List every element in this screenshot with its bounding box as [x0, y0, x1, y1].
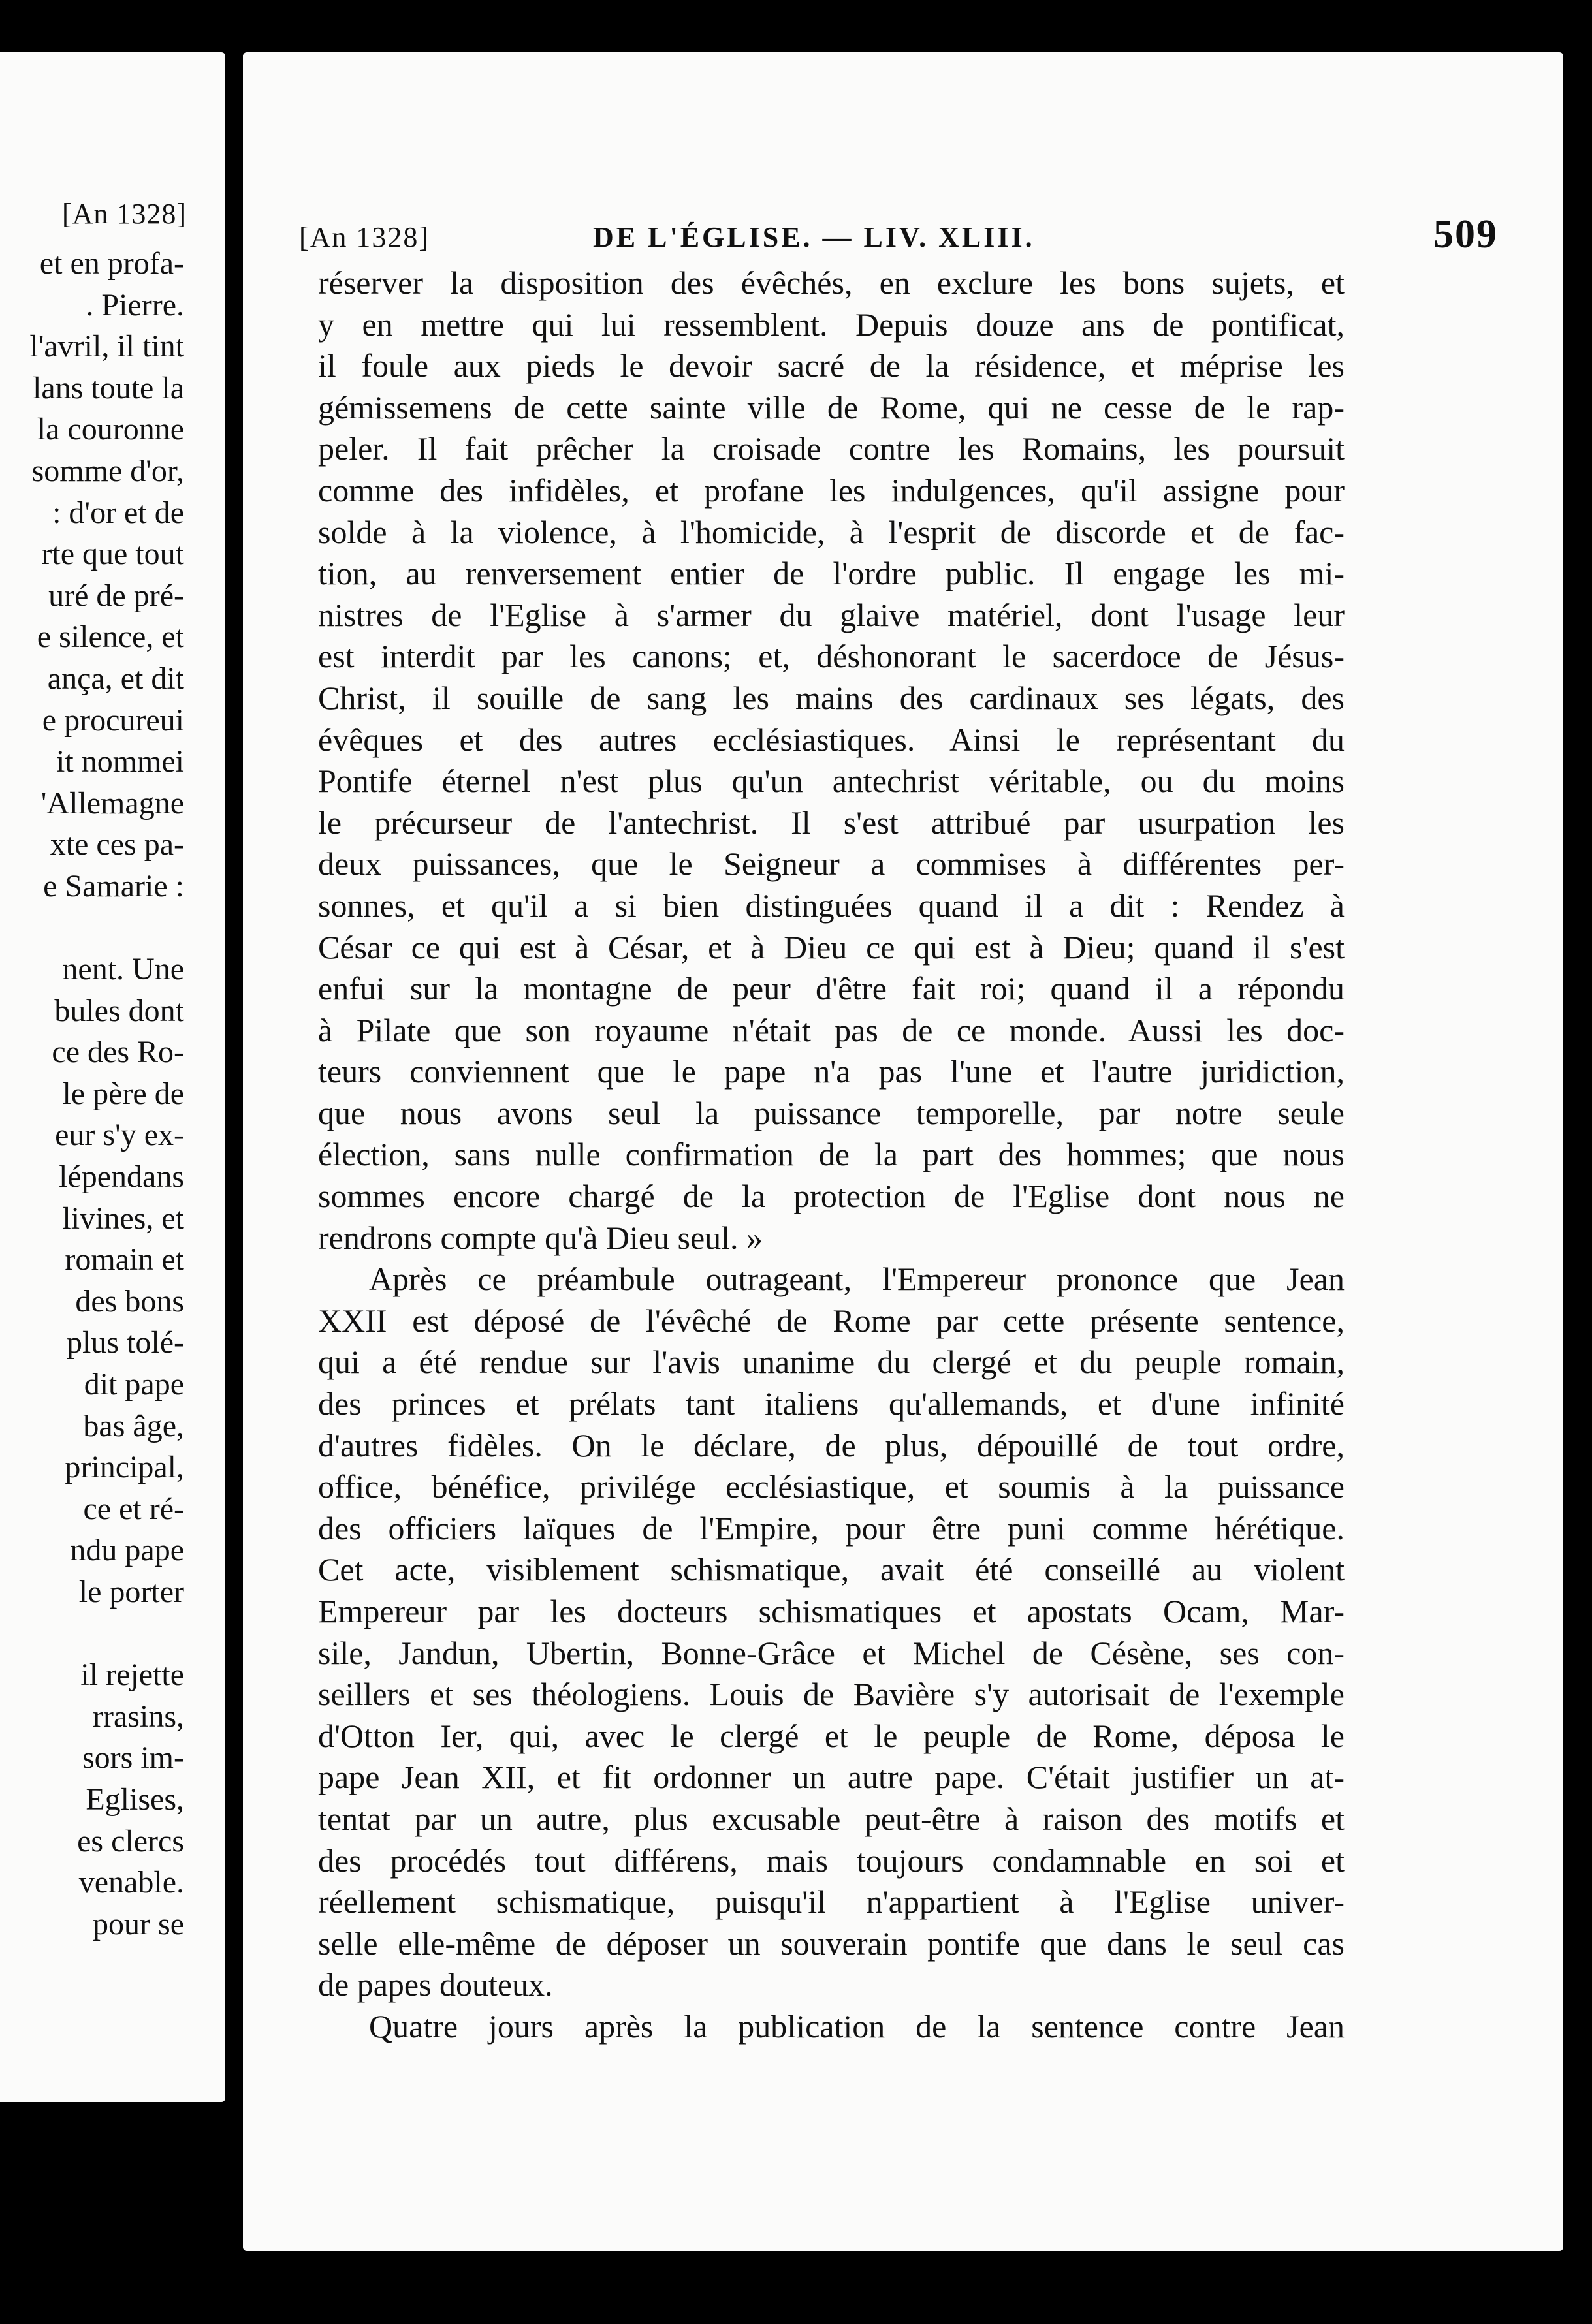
running-header-title: DE L'ÉGLISE. — LIV. XLIII.: [593, 221, 1035, 253]
text-line: enfui sur la montagne de peur d'être fait roi; quand il a répondu: [318, 970, 1345, 1007]
text-line: d'Otton Ier, qui, avec le clergé et le peuple de Rome, déposa le: [318, 1717, 1345, 1754]
text-line: pape Jean XII, et fit ordonner un autre pape. C'était justifier un at-: [318, 1759, 1345, 1796]
text-line: office, bénéfice, privilége ecclésiastique, et soumis à la puissance: [318, 1468, 1345, 1505]
left-text-line: xte ces pa-: [50, 827, 184, 862]
text-line: tion, au renversement entier de l'ordre public. Il engage les mi-: [318, 555, 1345, 592]
left-text-line: dit pape: [84, 1367, 184, 1402]
text-line: seillers et ses théologiens. Louis de Bavière s'y autorisait de l'exemple: [318, 1676, 1345, 1713]
left-text-line: eur s'y ex-: [55, 1118, 184, 1153]
left-text-line: bules dont: [54, 993, 184, 1028]
text-line: le précurseur de l'antechrist. Il s'est attribué par usurpation les: [318, 804, 1345, 841]
text-line: est interdit par les canons; et, déshonorant le sacerdoce de Jésus-: [318, 638, 1345, 675]
text-line: comme des infidèles, et profane les indulgences, qu'il assigne pour: [318, 471, 1345, 509]
left-text-line: uré de pré-: [48, 578, 184, 613]
text-line: solde à la violence, à l'homicide, à l'esprit de discorde et de fac-: [318, 513, 1345, 550]
left-text-line: 'Allemagne: [40, 785, 184, 821]
text-line: peler. Il fait prêcher la croisade contre les Romains, les poursuit: [318, 430, 1345, 467]
left-text-line: et en profa-: [39, 246, 184, 281]
left-text-line: l'avril, il tint: [29, 329, 184, 364]
text-line: il foule aux pieds le devoir sacré de la résidence, et méprise les: [318, 347, 1345, 385]
text-line: deux puissances, que le Seigneur a commises à différentes per-: [318, 845, 1345, 883]
left-text-line: somme d'or,: [31, 453, 184, 488]
text-line: y en mettre qui lui ressemblent. Depuis douze ans de pontificat,: [318, 306, 1345, 343]
text-line: à Pilate que son royaume n'était pas de ce monde. Aussi les doc-: [318, 1011, 1345, 1048]
left-text-line: bas âge,: [83, 1408, 184, 1443]
text-line: qui a été rendue sur l'avis unanime du clergé et du peuple romain,: [318, 1343, 1345, 1381]
left-text-line: pour se: [93, 1906, 184, 1941]
left-text-line: it nommei: [56, 744, 184, 779]
left-text-line: ança, et dit: [47, 661, 184, 696]
text-line: tentat par un autre, plus excusable peut-être à raison des motifs et: [318, 1800, 1345, 1837]
left-text-line: principal,: [65, 1450, 184, 1485]
left-text-line: ndu pape: [70, 1533, 184, 1568]
left-text-line: e Samarie :: [43, 868, 184, 903]
text-line: nistres de l'Eglise à s'armer du glaive matériel, dont l'usage leur: [318, 596, 1345, 633]
left-text-line: le père de: [62, 1076, 184, 1111]
left-text-line: lans toute la: [33, 370, 184, 405]
left-text-line: plus tolé-: [67, 1325, 184, 1360]
text-line: teurs conviennent que le pape n'a pas l'une et l'autre juridiction,: [318, 1053, 1345, 1090]
text-line: selle elle-même de déposer un souverain pontife que dans le seul cas: [318, 1924, 1345, 1962]
text-line: des procédés tout différens, mais toujours condamnable en soi et: [318, 1842, 1345, 1879]
text-line: que nous avons seul la puissance temporelle, par notre seule: [318, 1094, 1345, 1131]
left-text-line: e procureui: [42, 702, 184, 738]
text-line: d'autres fidèles. On le déclare, de plus, dépouillé de tout ordre,: [318, 1426, 1345, 1464]
text-line: Quatre jours après la publication de la sentence contre Jean: [369, 2007, 1345, 2045]
left-text-line: es clercs: [77, 1823, 184, 1859]
text-line: élection, sans nulle confirmation de la part des hommes; que nous: [318, 1136, 1345, 1173]
left-text-line: livines, et: [62, 1201, 184, 1236]
left-text-line: sors im-: [82, 1740, 184, 1776]
running-header: [299, 212, 1498, 262]
text-line: sile, Jandun, Ubertin, Bonne-Grâce et Michel de Césène, ses con-: [318, 1634, 1345, 1671]
left-text-line: nent. Une: [62, 952, 184, 987]
text-line: réellement schismatique, puisqu'il n'appartient à l'Eglise univer-: [318, 1883, 1345, 1921]
page-number: 509: [1433, 212, 1498, 257]
text-line: Empereur par les docteurs schismatiques et apostats Ocam, Mar-: [318, 1593, 1345, 1629]
text-line: de papes douteux.: [318, 1966, 553, 2003]
left-running-header: [An 1328]: [62, 198, 187, 230]
left-text-line: [0, 1613, 225, 1655]
left-text-line: des bons: [75, 1283, 184, 1319]
left-text-line: la couronne: [37, 412, 184, 447]
running-header-year: [An 1328]: [299, 221, 430, 253]
left-text-line: ce des Ro-: [52, 1035, 184, 1070]
left-text-line: rte que tout: [41, 537, 184, 572]
right-page: [243, 52, 1563, 2251]
text-line: Pontife éternel n'est plus qu'un antechrist véritable, ou du moins: [318, 762, 1345, 800]
text-line: des princes et prélats tant italiens qu'allemands, et d'une infinité: [318, 1385, 1345, 1422]
text-line: Après ce préambule outrageant, l'Empereur prononce que Jean: [369, 1261, 1345, 1298]
left-text-line: [0, 907, 225, 949]
body-text: [318, 262, 1345, 2048]
left-page-text: [0, 243, 225, 1945]
text-line: César ce qui est à César, et à Dieu ce qui est à Dieu; quand il s'est: [318, 928, 1345, 966]
text-line: Cet acte, visiblement schismatique, avait été conseillé au violent: [318, 1551, 1345, 1588]
left-text-line: rrasins,: [93, 1699, 184, 1734]
text-line: évêques et des autres ecclésiastiques. Ainsi le représentant du: [318, 721, 1345, 758]
left-text-line: . Pierre.: [86, 287, 184, 322]
left-text-line: lépendans: [59, 1159, 184, 1195]
left-text-line: Eglises,: [86, 1782, 184, 1817]
left-text-line: venable.: [78, 1865, 184, 1900]
text-line: des officiers laïques de l'Empire, pour être puni comme hérétique.: [318, 1509, 1345, 1547]
text-line: Christ, il souille de sang les mains des cardinaux ses légats, des: [318, 679, 1345, 716]
text-line: XXII est déposé de l'évêché de Rome par cette présente sentence,: [318, 1302, 1345, 1339]
left-page-fragment: [0, 52, 225, 2102]
left-text-line: e silence, et: [37, 620, 184, 655]
left-text-line: romain et: [65, 1242, 184, 1278]
left-text-line: le porter: [78, 1575, 184, 1609]
text-line: réserver la disposition des évêchés, en exclure les bons sujets, et: [318, 264, 1345, 301]
left-text-line: : d'or et de: [52, 495, 184, 530]
text-line: sommes encore chargé de la protection de l'Eglise dont nous ne: [318, 1178, 1345, 1215]
text-line: rendrons compte qu'à Dieu seul. »: [318, 1219, 763, 1256]
left-text-line: il rejette: [80, 1657, 184, 1693]
text-line: gémissemens de cette sainte ville de Rome, qui ne cesse de le rap-: [318, 388, 1345, 426]
left-text-line: ce et ré-: [83, 1491, 184, 1526]
text-line: sonnes, et qu'il a si bien distinguées quand il a dit : Rendez à: [318, 887, 1345, 924]
